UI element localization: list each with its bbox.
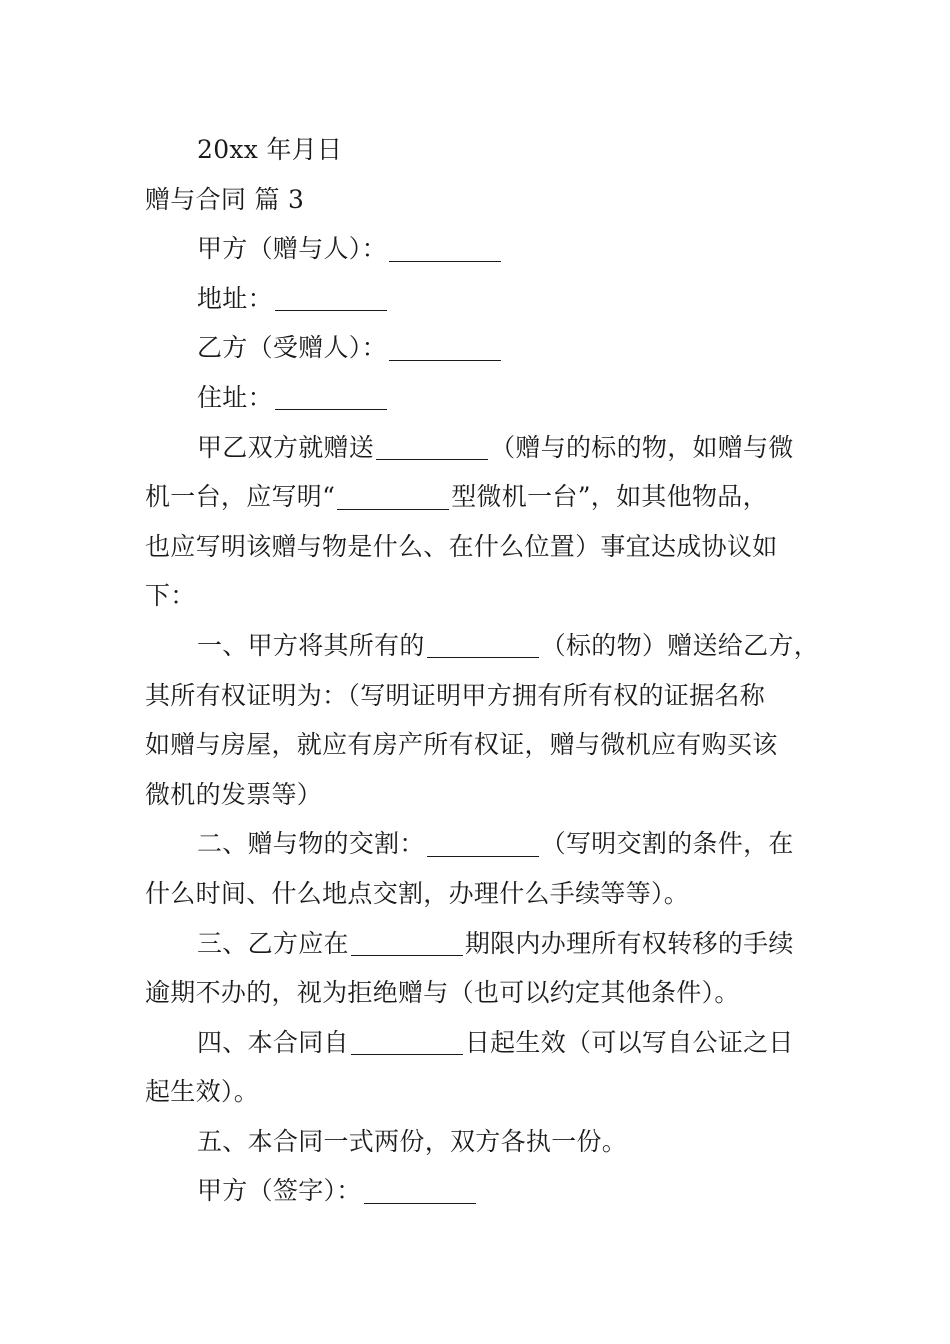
clause-2-line-1	[145, 819, 817, 869]
clause-3-line-2	[145, 968, 817, 1018]
clause-2-line-2	[145, 869, 817, 919]
clause-3-text-1b: 期限内办理所有权转移的手续	[464, 928, 794, 958]
intro-text-4: 下：	[145, 581, 196, 611]
clause-5	[145, 1117, 817, 1167]
intro-line-3	[145, 522, 817, 572]
clause-4-text-1a: 四、本合同自	[197, 1027, 349, 1057]
delivery-blank	[427, 855, 539, 857]
clause-4-text-1b: 日起生效（可以写自公证之日	[464, 1027, 794, 1057]
clause-4	[145, 1018, 817, 1117]
clause-3-line-1	[145, 919, 817, 969]
model-blank	[337, 508, 449, 510]
intro-text-2b: 型微机一台”，如其他物品，	[451, 482, 768, 512]
clause-1-text-2: 其所有权证明为：（写明证明甲方拥有所有权的证据名称	[145, 680, 766, 710]
section-title	[145, 175, 817, 225]
clause-1-text-3: 如赠与房屋，就应有房产所有权证，赠与微机应有购买该	[145, 730, 778, 760]
residence-blank	[275, 408, 387, 410]
party-a-blank	[389, 260, 501, 262]
subject-matter-blank	[427, 656, 539, 658]
intro-text-1b: （赠与的标的物，如赠与微	[490, 432, 794, 462]
intro-line-1	[145, 423, 817, 473]
clause-1-text-4: 微机的发票等）	[145, 779, 323, 809]
residence-label: 住址：	[197, 382, 273, 412]
party-b-label: 乙方（受赠人）：	[197, 333, 387, 363]
date-line	[145, 125, 817, 175]
document-body	[145, 125, 820, 1216]
party-a-label: 甲方（赠与人）：	[197, 234, 387, 264]
clause-2	[145, 819, 817, 918]
residence-line	[145, 373, 817, 423]
address-label: 地址：	[197, 283, 273, 313]
intro-text-1a: 甲乙双方就赠送	[197, 432, 375, 462]
party-b-blank	[389, 359, 501, 361]
clause-5-text: 五、本合同一式两份，双方各执一份。	[197, 1126, 628, 1156]
intro-line-2	[145, 472, 817, 522]
clause-2-text-1b: （写明交割的条件，在	[540, 829, 794, 859]
effective-date-blank	[351, 1053, 463, 1055]
clause-1-line-3	[145, 720, 817, 770]
clause-1-line-4	[145, 770, 817, 820]
date-text: 20xx 年月日	[197, 135, 343, 164]
deadline-blank	[351, 954, 463, 956]
address-blank	[275, 309, 387, 311]
party-a-line	[145, 224, 817, 274]
intro-text-2a: 机一台，应写明“	[145, 482, 336, 512]
section-title-text: 赠与合同 篇 3	[145, 184, 305, 214]
signature-blank	[364, 1202, 476, 1204]
clause-3	[145, 919, 817, 1018]
clause-4-text-2: 起生效）。	[145, 1077, 260, 1107]
clause-3-text-1a: 三、乙方应在	[197, 928, 349, 958]
clause-2-text-1a: 二、赠与物的交割：	[197, 829, 425, 859]
clause-4-line-1	[145, 1018, 817, 1068]
clause-2-text-2: 什么时间、什么地点交割，办理什么手续等等）。	[145, 878, 690, 908]
clause-1-text-1b: （标的物）赠送给乙方，	[540, 630, 820, 660]
clause-3-text-2: 逾期不办的，视为拒绝赠与（也可以约定其他条件）。	[145, 978, 740, 1008]
address-line	[145, 274, 817, 324]
intro-paragraph	[145, 423, 817, 621]
intro-line-4	[145, 571, 817, 621]
clause-1-text-1a: 一、甲方将其所有的	[197, 630, 425, 660]
clause-1-line-2	[145, 671, 817, 721]
party-b-line	[145, 323, 817, 373]
gift-item-blank	[376, 458, 488, 460]
signature-label: 甲方（签字）：	[197, 1176, 362, 1206]
signature-line	[145, 1166, 817, 1216]
clause-1-line-1	[145, 621, 820, 671]
clause-4-line-2	[145, 1067, 817, 1117]
clause-1	[145, 621, 820, 819]
intro-text-3: 也应写明该赠与物是什么、在什么位置）事宜达成协议如	[145, 531, 778, 561]
